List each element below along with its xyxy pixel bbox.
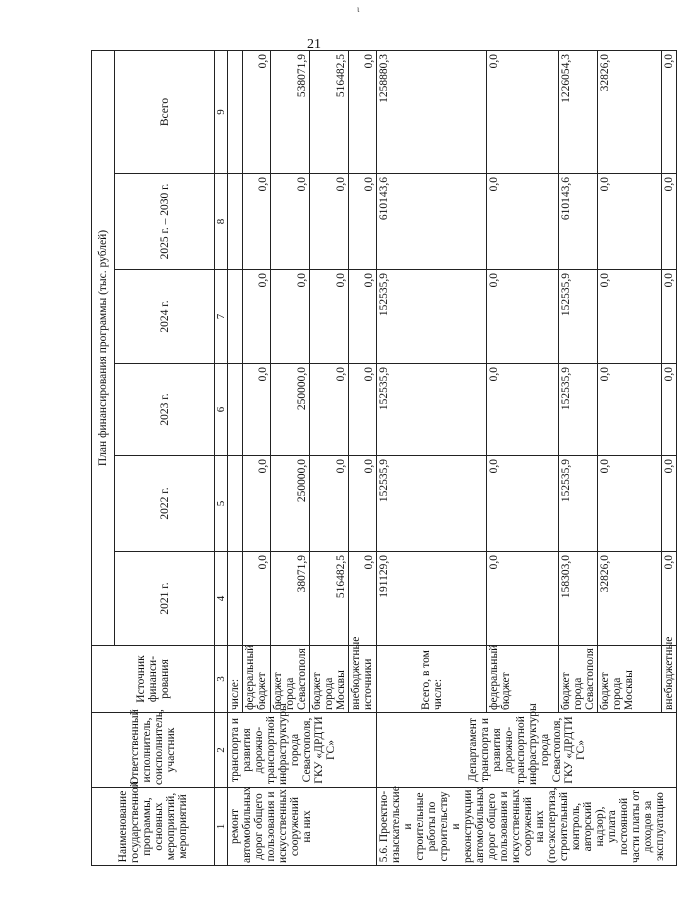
value-cell: 152535,9: [559, 364, 598, 456]
value-cell: 0,0: [243, 174, 271, 270]
value-cell: 610143,6: [377, 174, 487, 270]
value-cell: [228, 456, 243, 552]
value-cell: 152535,9: [559, 456, 598, 552]
header-2024: 2024 г.: [115, 270, 215, 364]
value-cell: 516482,5: [310, 51, 349, 174]
funding-source: федеральный бюджет: [243, 646, 271, 713]
value-cell: 0,0: [349, 552, 377, 646]
value-cell: [228, 51, 243, 174]
value-cell: 0,0: [349, 270, 377, 364]
financing-table: [91, 50, 677, 866]
value-cell: 0,0: [662, 552, 677, 646]
value-cell: 0,0: [487, 364, 559, 456]
col-number: 7: [215, 270, 228, 364]
value-cell: 0,0: [662, 51, 677, 174]
value-cell: 0,0: [243, 51, 271, 174]
col-number: 9: [215, 51, 228, 174]
funding-source: бюджет города Москвы: [598, 646, 662, 713]
header-2021: 2021 г.: [115, 552, 215, 646]
value-cell: 0,0: [349, 174, 377, 270]
value-cell: 0,0: [487, 51, 559, 174]
table-row: [377, 51, 487, 866]
value-cell: 250000,0: [271, 364, 310, 456]
value-cell: 0,0: [243, 270, 271, 364]
page-number: 21: [307, 37, 321, 52]
value-cell: 152535,9: [377, 456, 487, 552]
value-cell: 0,0: [243, 552, 271, 646]
responsible-executor: Департамент транспорта и развития дорожно-транспортной инфраструктуры города Севастополя, ГКУ «ДРДТИ ГС»: [377, 713, 677, 788]
value-cell: 0,0: [349, 51, 377, 174]
col-number: 1: [215, 788, 228, 866]
value-cell: 0,0: [310, 174, 349, 270]
value-cell: 32826,0: [598, 51, 662, 174]
value-cell: 0,0: [598, 174, 662, 270]
activity-name: ремонт автомобильных дорог общего пользования и искусственных сооружений на них: [228, 788, 377, 866]
header-2022: 2022 г.: [115, 456, 215, 552]
value-cell: 0,0: [487, 270, 559, 364]
value-cell: 0,0: [662, 364, 677, 456]
rotated-table-wrapper: [91, 51, 675, 866]
value-cell: 1226054,3: [559, 51, 598, 174]
value-cell: 0,0: [310, 270, 349, 364]
header-2025-2030: 2025 г. – 2030 г.: [115, 174, 215, 270]
value-cell: 0,0: [487, 174, 559, 270]
value-cell: 0,0: [310, 456, 349, 552]
value-cell: 32826,0: [598, 552, 662, 646]
value-cell: [228, 552, 243, 646]
value-cell: 538071,9: [271, 51, 310, 174]
value-cell: 0,0: [349, 456, 377, 552]
value-cell: 0,0: [598, 270, 662, 364]
value-cell: 0,0: [310, 364, 349, 456]
value-cell: 152535,9: [377, 364, 487, 456]
header-responsible: Ответственный исполнитель, соисполнитель, участник: [92, 713, 215, 788]
value-cell: 0,0: [349, 364, 377, 456]
col-number: 2: [215, 713, 228, 788]
header-source: Источник финанси-рования: [92, 646, 215, 713]
value-cell: 0,0: [662, 456, 677, 552]
activity-name: 5.6. Проектно-изыскательские и строительные работы по строительству и реконструкции автомобильных дорог общего пользования и искусственных сооружений на них (госэкспертиза, строительный контроль, авторский надзор), уплата постоянной части платы от доходов за эксплуатацию: [377, 788, 677, 866]
value-cell: 158303,0: [559, 552, 598, 646]
value-cell: [228, 270, 243, 364]
funding-source: внебюджетные источники: [349, 646, 377, 713]
value-cell: 152535,9: [377, 270, 487, 364]
responsible-executor: транспорта и развития дорожно-транспортной инфраструктуры города Севастополя, ГКУ «ДРДТИ ГС»: [228, 713, 377, 788]
header-2023: 2023 г.: [115, 364, 215, 456]
value-cell: 0,0: [662, 174, 677, 270]
corner-mark: ι: [357, 4, 360, 14]
value-cell: [228, 364, 243, 456]
value-cell: 0,0: [598, 456, 662, 552]
value-cell: 38071,9: [271, 552, 310, 646]
funding-source: бюджет города Севастополя: [559, 646, 598, 713]
col-number: 4: [215, 552, 228, 646]
col-number: 3: [215, 646, 228, 713]
value-cell: 0,0: [271, 270, 310, 364]
funding-source: числе:: [228, 646, 243, 713]
funding-source: внебюджетные: [662, 646, 677, 713]
col-number: 5: [215, 456, 228, 552]
value-cell: 0,0: [271, 174, 310, 270]
value-cell: 516482,5: [310, 552, 349, 646]
table-row: [228, 51, 243, 866]
value-cell: 0,0: [598, 364, 662, 456]
value-cell: 0,0: [487, 456, 559, 552]
value-cell: 610143,6: [559, 174, 598, 270]
value-cell: 152535,9: [559, 270, 598, 364]
value-cell: 191129,0: [377, 552, 487, 646]
col-number: 8: [215, 174, 228, 270]
funding-source: Всего, в том числе:: [377, 646, 487, 713]
value-cell: 250000,0: [271, 456, 310, 552]
value-cell: 1258880,3: [377, 51, 487, 174]
value-cell: 0,0: [243, 364, 271, 456]
value-cell: [228, 174, 243, 270]
value-cell: 0,0: [243, 456, 271, 552]
value-cell: 0,0: [662, 270, 677, 364]
header-total: Всего: [115, 51, 215, 174]
funding-source: федеральный бюджет: [487, 646, 559, 713]
col-number: 6: [215, 364, 228, 456]
header-name: Наименование государственной программы, основных мероприятий, мероприятий: [92, 788, 215, 866]
header-plan: План финансирования программы (тыс. рублей): [92, 51, 115, 646]
funding-source: бюджет города Москвы: [310, 646, 349, 713]
value-cell: 0,0: [487, 552, 559, 646]
funding-source: бюджет города Севастополя: [271, 646, 310, 713]
